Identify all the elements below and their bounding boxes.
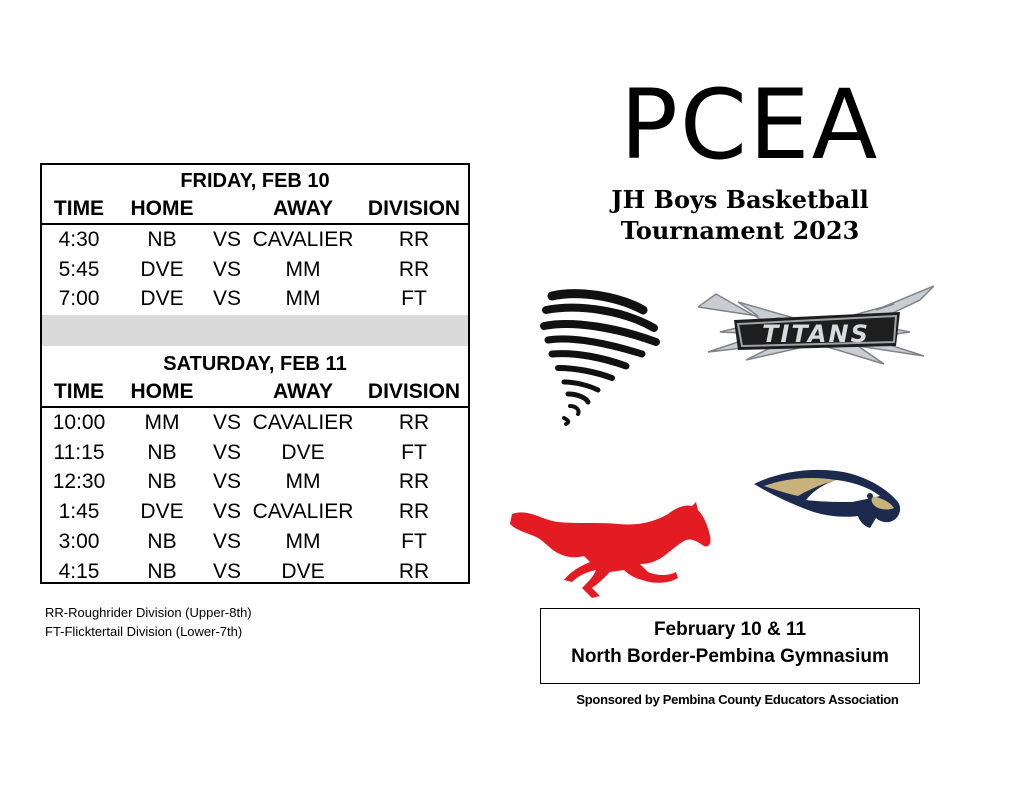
column-header-row <box>42 195 468 225</box>
game-row <box>42 438 468 468</box>
division-code: RR <box>398 470 430 494</box>
vs-label: VS <box>212 559 241 583</box>
away-team: CAVALIER <box>252 228 354 251</box>
game-time: 12:30 <box>52 470 106 494</box>
tournament-subtitle <box>575 184 905 246</box>
home-team: DVE <box>140 257 184 281</box>
day-separator <box>42 315 468 346</box>
subtitle-line-1: JH Boys Basketball <box>611 185 869 214</box>
division-legend <box>45 603 252 641</box>
vs-label: VS <box>212 440 241 464</box>
col-division-header: DIVISION <box>367 197 461 220</box>
day-title: FRIDAY, FEB 10 <box>180 170 330 192</box>
vs-label: VS <box>212 287 241 311</box>
game-time: 10:00 <box>52 411 106 435</box>
home-team: NB <box>147 440 177 464</box>
schedule-table <box>40 163 470 584</box>
legend-ft: FT-Flicktertail Division (Lower-7th) <box>45 624 243 639</box>
home-team: MM <box>144 411 180 435</box>
mustang-logo <box>508 500 713 600</box>
col-away-header: AWAY <box>273 197 333 220</box>
division-code: FT <box>401 440 427 464</box>
sponsor-text: Sponsored by Pembina County Educators Association <box>576 692 899 707</box>
away-team: MM <box>285 529 321 553</box>
col-time-header: TIME <box>53 197 105 220</box>
home-team: NB <box>147 228 177 251</box>
division-code: FT <box>401 287 427 311</box>
game-rows <box>42 225 468 314</box>
col-division-header: DIVISION <box>367 380 461 404</box>
col-home-header: HOME <box>130 197 194 220</box>
column-header-row <box>42 378 468 408</box>
col-vs-header <box>208 378 246 406</box>
col-vs-header <box>208 195 246 223</box>
game-time: 3:00 <box>58 529 100 553</box>
home-team: NB <box>147 470 177 494</box>
game-time: 5:45 <box>58 257 100 281</box>
vs-label: VS <box>212 228 241 251</box>
event-dates: February 10 & 11 <box>653 619 807 640</box>
game-time: 4:30 <box>58 228 100 251</box>
game-time: 7:00 <box>58 287 100 311</box>
away-team: DVE <box>281 440 325 464</box>
game-row <box>42 527 468 557</box>
away-team: MM <box>285 470 321 494</box>
game-time: 1:45 <box>58 500 100 524</box>
away-team: DVE <box>281 559 325 583</box>
game-rows <box>42 408 468 586</box>
day-title: SATURDAY, FEB 11 <box>163 353 347 376</box>
tornado-logo <box>538 288 663 428</box>
vs-label: VS <box>212 411 241 435</box>
day-block-friday <box>42 165 468 314</box>
game-time: 4:15 <box>58 559 100 583</box>
vs-label: VS <box>212 500 241 524</box>
game-row <box>42 284 468 314</box>
page-title: PCEA <box>620 69 880 181</box>
away-team: MM <box>285 287 321 311</box>
division-code: RR <box>398 559 430 583</box>
away-team: MM <box>285 257 321 281</box>
away-team: CAVALIER <box>252 500 354 524</box>
vs-label: VS <box>212 529 241 553</box>
game-row <box>42 557 468 587</box>
legend-rr: RR-Roughrider Division (Upper-8th) <box>45 605 252 620</box>
vs-label: VS <box>212 257 241 281</box>
game-row <box>42 497 468 527</box>
home-team: NB <box>147 529 177 553</box>
event-info-box <box>540 608 920 684</box>
day-block-saturday <box>42 348 468 586</box>
division-code: RR <box>398 411 430 435</box>
game-row <box>42 255 468 285</box>
division-code: FT <box>401 529 427 553</box>
home-team: NB <box>147 559 177 583</box>
event-venue: North Border-Pembina Gymnasium <box>571 646 889 667</box>
col-home-header: HOME <box>130 380 194 404</box>
col-away-header: AWAY <box>273 380 333 404</box>
home-team: DVE <box>140 500 184 524</box>
division-code: RR <box>398 257 430 281</box>
col-time-header: TIME <box>53 380 105 404</box>
vs-label: VS <box>212 470 241 494</box>
division-code: RR <box>398 500 430 524</box>
titans-logo <box>698 282 934 372</box>
home-team: DVE <box>140 287 184 311</box>
game-row <box>42 225 468 255</box>
eagle-logo <box>752 466 902 530</box>
game-row <box>42 467 468 497</box>
away-team: CAVALIER <box>252 411 354 435</box>
division-code: RR <box>398 228 430 251</box>
game-time: 11:15 <box>53 440 105 464</box>
titans-logo-text: TITANS <box>762 320 870 348</box>
game-row <box>42 408 468 438</box>
subtitle-line-2: Tournament 2023 <box>620 216 860 245</box>
